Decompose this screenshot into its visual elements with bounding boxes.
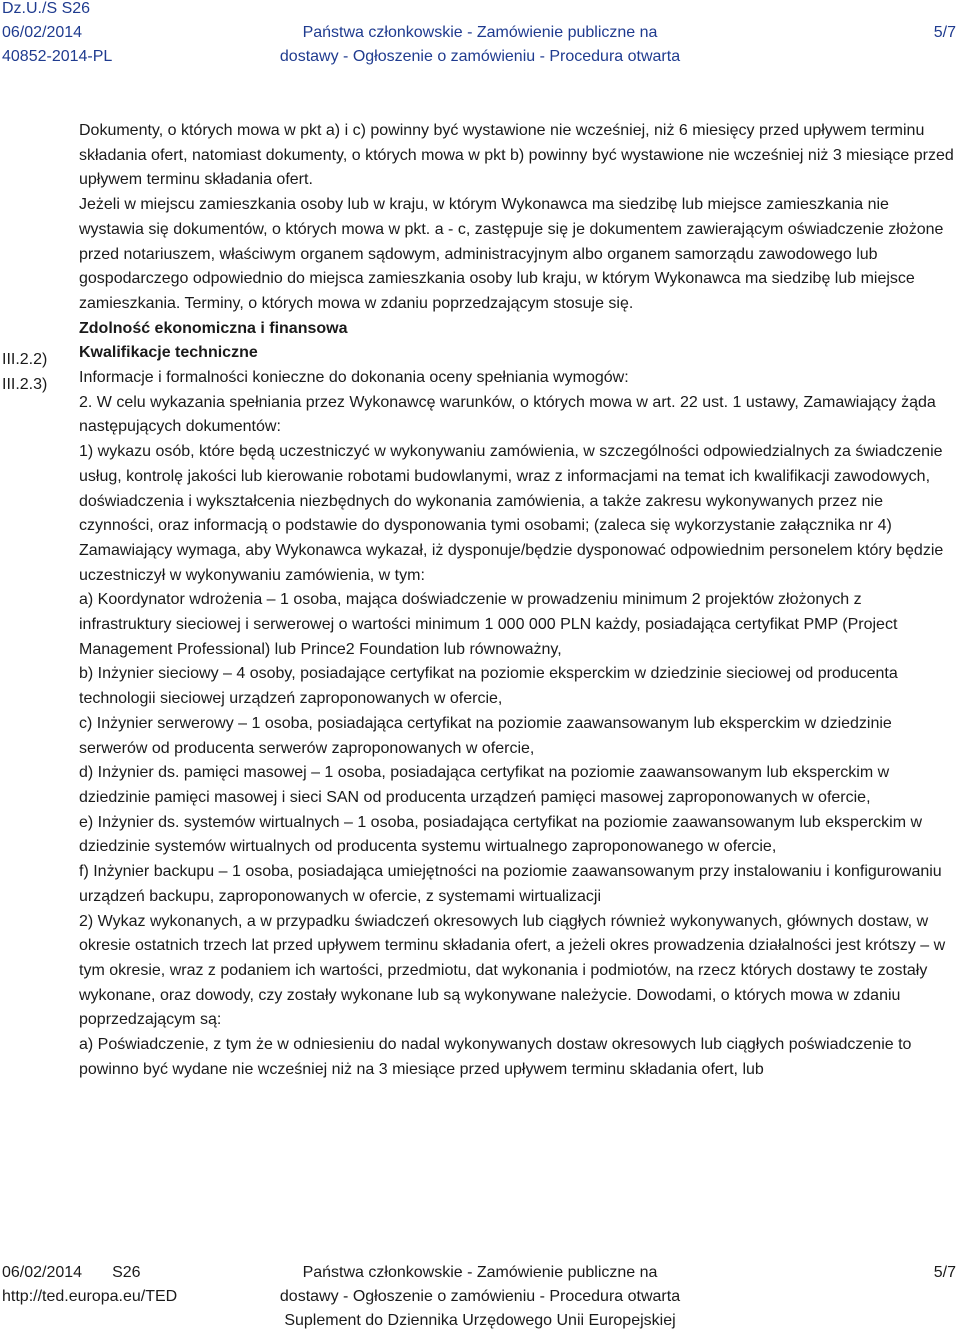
footer-supplement: Suplement do Dziennika Urzędowego Unii Europejskiej <box>284 1312 676 1329</box>
paragraph-info-label: Informacje i formalności konieczne do dokonania oceny spełniania wymogów: <box>79 369 629 387</box>
heading-technical-capacity: Kwalifikacje techniczne <box>79 344 258 362</box>
heading-economic-capacity: Zdolność ekonomiczna i finansowa <box>79 319 348 337</box>
footer-series: S26 <box>112 1264 141 1281</box>
paragraph-foreign-documents: Jeżeli w miejscu zamieszkania osoby lub w kraju, w którym Wykonawca ma siedzibę lub miejsce zamieszkania nie wystawia się dokumentów, o których mowa w pkt. a - c, zastępuje się je dokumentem zawierającym oświadczenie złożone przed notariuszem, właściwym organem sądowym, administracyjnym albo organem samorządu zawodowego lub gospodarczego odpowiednio do miejsca zamieszkania osoby lub kraju, w którym Wykonawca ma siedzibę lub miejsce zamieszkania. Terminy, o których mowa w zdaniu poprzedzającym stosuje się. <box>79 196 944 312</box>
section-number-iii-2-3: III.2.3) <box>2 376 48 393</box>
list-item-network-engineer: b) Inżynier sieciowy – 4 osoby, posiadające certyfikat na poziomie eksperckim w dziedzinie sieciowej od producenta technologii sieciowej urządzeń zaproponowanych w ofercie, <box>79 665 898 708</box>
header-page-number: 5/7 <box>933 24 956 41</box>
paragraph-staff-requirement: Zamawiający wymaga, aby Wykonawca wykazał, iż dysponuje/będzie dysponować odpowiednim personelem który będzie uczestniczył w wykonywaniu zamówienia, w tym: <box>79 541 944 584</box>
list-item-backup-engineer: f) Inżynier backupu – 1 osoba, posiadająca umiejętności na poziomie zaawansowanym przy instalowaniu i konfigurowaniu urządzeń backupu, zaproponowanych w ofercie, z systemami wirtualizacji <box>79 863 942 905</box>
footer-title <box>0 1261 960 1333</box>
footer-title-line2: dostawy - Ogłoszenie o zamówieniu - Procedura otwarta <box>279 1288 681 1305</box>
header-title <box>0 21 960 69</box>
footer-url: http://ted.europa.eu/TED <box>2 1288 178 1305</box>
list-item-virtualization-engineer: e) Inżynier ds. systemów wirtualnych – 1 osoba, posiadająca certyfikat na poziomie zaawansowanym lub eksperckim w dziedzinie systemów wirtualnych od producenta systemu wirtualnego zaproponowanego w ofercie, <box>79 813 923 856</box>
footer-page-number: 5/7 <box>933 1264 956 1281</box>
footer-title-line1: Państwa członkowskie - Zamówienie publiczne na <box>302 1264 658 1281</box>
footer-date: 06/02/2014 <box>2 1264 83 1281</box>
list-item-storage-engineer: d) Inżynier ds. pamięci masowej – 1 osoba, posiadająca certyfikat na poziomie zaawansowanym lub eksperckim w dziedzinie pamięci masowej i sieci SAN od producenta urządzeń pamięci masowej zaproponowanych w ofercie, <box>79 764 890 806</box>
paragraph-deliveries-list: 2) Wykaz wykonanych, a w przypadku świadczeń okresowych lub ciągłych również wykonywanych, głównych dostaw, w okresie ostatnich trzech lat przed upływem terminu składania ofert, a jeżeli okres prowadzenia działalności jest krótszy – w tym okresie, wraz z podaniem ich wartości, przedmiotu, dat wykonania i podmiotów, na rzecz których dostawy te zostały wykonane, oraz dowody, czy zostały wykonane lub są wykonywane należycie. Dowodami, o których mowa w zdaniu poprzedzającym są: <box>79 912 946 1029</box>
paragraph-staff-list: 1) wykazu osób, które będą uczestniczyć w wykonywaniu zamówienia, w szczególności odpowiedzialnych za świadczenie usług, kontrolę jakości lub kierowanie robotami budowlanymi, wraz z informacjami na temat ich kwalifikacji zawodowych, doświadczenia i wykształcenia niezbędnych do wykonania zamówienia, a także zakresu wykonywanych przez nie czynności, oraz informacją o podstawie do dysponowania tymi osobami; (zaleca się wykorzystanie załącznika nr 4) <box>79 443 943 535</box>
paragraph-certification: a) Poświadczenie, z tym że w odniesieniu do nadal wykonywanych dostaw okresowych lub ciągłych poświadczenie to powinno być wydane nie wcześniej niż na 3 miesiące przed upływem terminu składania ofert, lub <box>79 1036 912 1078</box>
paragraph-document-dates: Dokumenty, o których mowa w pkt a) i c) powinny być wystawione nie wcześniej, niż 6 miesięcy przed upływem terminu składania ofert, natomiast dokumenty, o których mowa w pkt b) powinny być wystawione nie wcześniej niż 3 miesiące przed upływem terminu składania ofert. <box>79 122 954 189</box>
section-number-iii-2-2: III.2.2) <box>2 351 48 368</box>
header-date: 06/02/2014 <box>2 24 83 41</box>
header-title-line1: Państwa członkowskie - Zamówienie publiczne na <box>302 24 658 41</box>
journal-ref: Dz.U./S S26 <box>2 0 91 17</box>
main-content <box>79 119 955 1082</box>
header-title-line2: dostawy - Ogłoszenie o zamówieniu - Procedura otwarta <box>279 48 681 65</box>
paragraph-requirements-intro: 2. W celu wykazania spełniania przez Wykonawcę warunków, o których mowa w art. 22 ust. 1 ustawy, Zamawiający żąda następujących dokumentów: <box>79 393 936 436</box>
doc-id: 40852-2014-PL <box>2 48 113 65</box>
list-item-coordinator: a) Koordynator wdrożenia – 1 osoba, mająca doświadczenie w prowadzeniu minimum 2 projektów złożonych z infrastruktury sieciowej i serwerowej o wartości minimum 1 000 000 PLN każdy, posiadająca certyfikat PMP (Project Management Professional) lub Prince2 Foundation lub równoważny, <box>79 591 898 658</box>
list-item-server-engineer: c) Inżynier serwerowy – 1 osoba, posiadająca certyfikat na poziomie zaawansowanym lub eksperckim w dziedzinie serwerów od producenta serwerów zaproponowanych w ofercie, <box>79 714 892 757</box>
